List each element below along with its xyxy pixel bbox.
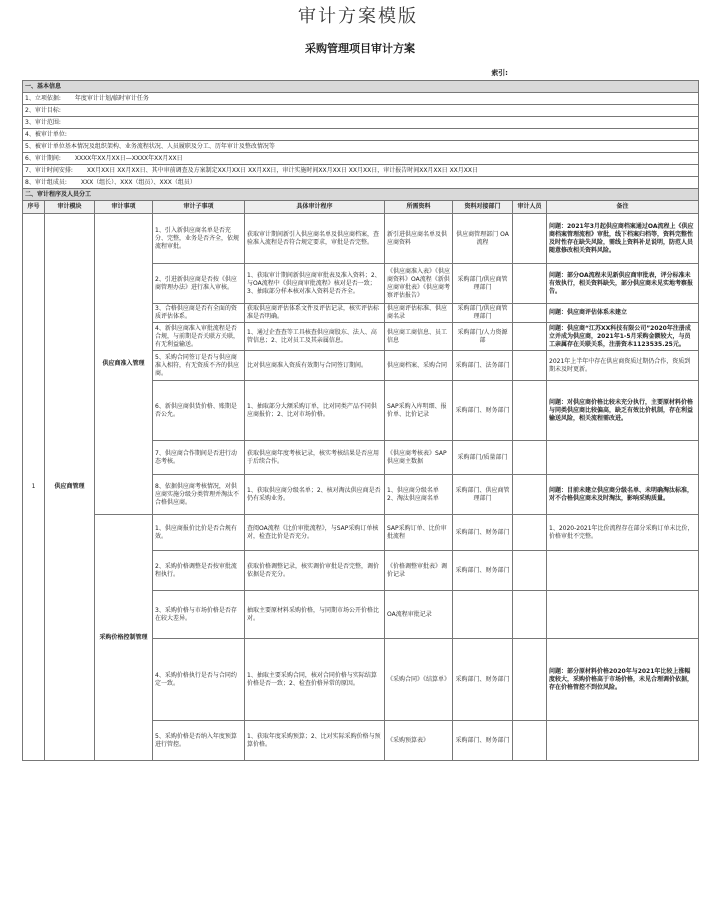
- materials-cell: 供应商档案、采购合同: [385, 351, 453, 381]
- info-value: 年度审计计划/临时审计任务: [74, 94, 149, 102]
- info-row: [23, 177, 699, 189]
- materials-cell: SAP采购入库明细、报价单、比价记录: [385, 381, 453, 441]
- item-cell: 采购价格控制管理: [95, 515, 153, 761]
- info-key: 7、审计时间安排:: [25, 166, 73, 174]
- remark-cell: 问题：部分原材料价格2020年与2021年比较上涨幅度较大，采购价格高于市场价格，未见合理调价依据，存在价格管控不到位风险。: [547, 639, 699, 721]
- info-cell: [23, 93, 699, 105]
- materials-cell: 《价格调整审批表》调价记录: [385, 551, 453, 591]
- sub-item-cell: 7、供应商合作期间是否进行动态考核。: [153, 441, 245, 475]
- auditor-cell: [513, 591, 547, 639]
- materials-cell: 《供应商考核表》SAP供应商主数据: [385, 441, 453, 475]
- column-header: 审计模块: [45, 201, 95, 214]
- section-procedures: 二、审计程序及人员分工: [23, 189, 699, 201]
- auditor-cell: [513, 214, 547, 264]
- info-table: [22, 80, 699, 201]
- item-cell: 供应商准入管理: [95, 214, 153, 515]
- sub-item-cell: 5、采购价格是否纳入年度预算进行管控。: [153, 721, 245, 761]
- materials-cell: 新引进供应商名单及供应商资料: [385, 214, 453, 264]
- info-row: [23, 117, 699, 129]
- column-header: 所需资料: [385, 201, 453, 214]
- info-key: 1、立项依据:: [25, 94, 61, 102]
- info-key: 5、被审计单位基本情况及组织架构、业务流程状况、人员履职及分工、历年审计及整改情况等: [25, 142, 275, 150]
- department-cell: 采购部门、财务部门: [453, 551, 513, 591]
- department-cell: 采购部门/质量部门: [453, 441, 513, 475]
- materials-cell: 《采购预算表》: [385, 721, 453, 761]
- auditor-cell: [513, 721, 547, 761]
- procedure-cell: 1、抽取主要采购合同，核对合同价格与实际结算价格是否一致；2、检查价格异常的原因。: [245, 639, 385, 721]
- info-row: [23, 105, 699, 117]
- remark-cell: 问题：目前未建立供应商分级名单、未明确淘汰标准，对不合格供应商未及时淘汰，影响采购质量。: [547, 475, 699, 515]
- info-row: [23, 129, 699, 141]
- materials-cell: 《供应商准入表》《供应商资料》OA流程《新供应商审批表》《供应商考察评估报告》: [385, 264, 453, 304]
- materials-cell: 供应商评估标准、供应商名录: [385, 304, 453, 323]
- department-cell: 采购部门、法务部门: [453, 351, 513, 381]
- procedure-cell: 比对供应商准入资质有效期与合同签订期间。: [245, 351, 385, 381]
- procedure-cell: 抽取主要原材料采购价格，与同期市场公开价格比对。: [245, 591, 385, 639]
- sub-item-cell: 4、新供应商准入审批流程是否合规，与前期是否关联方关联，有无利益输送。: [153, 323, 245, 351]
- remark-cell: 问题：对供应商价格比较未充分执行，主要原材料价格与同类供应商比较偏高，缺乏有效比价机制，存在利益输送风险，相关流程需改进。: [547, 381, 699, 441]
- info-key: 8、审计组成员:: [25, 178, 67, 186]
- sub-item-cell: 3、采购价格与市场价格是否存在较大差异。: [153, 591, 245, 639]
- sub-item-cell: 1、引入新供应商名单是否充分、完整，业务是否齐全，依规流程审批。: [153, 214, 245, 264]
- department-cell: 采购部门/供应商管理部门: [453, 304, 513, 323]
- info-cell: [23, 105, 699, 117]
- info-cell: [23, 141, 699, 153]
- remark-cell: 问题：供应商评估体系未建立: [547, 304, 699, 323]
- info-row: [23, 153, 699, 165]
- info-cell: [23, 117, 699, 129]
- auditor-cell: [513, 551, 547, 591]
- column-header: 审计人员: [513, 201, 547, 214]
- procedure-row: [23, 515, 699, 551]
- seq-cell: 1: [23, 214, 45, 761]
- auditor-cell: [513, 323, 547, 351]
- info-cell: [23, 129, 699, 141]
- auditor-cell: [513, 304, 547, 323]
- procedure-cell: 获取供应商年度考核记录，核实考核结果是否应用于后续合作。: [245, 441, 385, 475]
- department-cell: 采购部门、财务部门: [453, 381, 513, 441]
- procedure-cell: 1、抽取部分大额采购订单，比对同类产品不同供应商报价；2、比对市场价格。: [245, 381, 385, 441]
- department-cell: 采购部门/供应商管理部门: [453, 264, 513, 304]
- department-cell: 采购部门/人力资源部: [453, 323, 513, 351]
- remark-cell: [547, 721, 699, 761]
- info-cell: [23, 153, 699, 165]
- auditor-cell: [513, 381, 547, 441]
- auditor-cell: [513, 515, 547, 551]
- info-key: 3、审计范围:: [25, 118, 61, 126]
- auditor-cell: [513, 639, 547, 721]
- sub-item-cell: 4、采购价格执行是否与合同约定一致。: [153, 639, 245, 721]
- remark-cell: [547, 591, 699, 639]
- sub-item-cell: 8、依据供应商考核情况，对供应商实施分级分类管理并淘汰不合格供应商。: [153, 475, 245, 515]
- info-row: [23, 165, 699, 177]
- info-row: [23, 141, 699, 153]
- materials-cell: 供应商工商信息、员工信息: [385, 323, 453, 351]
- procedure-table: [22, 200, 699, 761]
- sub-item-cell: 1、供应商报价比价是否合规有效。: [153, 515, 245, 551]
- procedure-cell: 1、通过企查查等工具核查供应商股东、法人、高管信息；2、比对员工及其亲属信息。: [245, 323, 385, 351]
- column-header: 备注: [547, 201, 699, 214]
- sub-item-cell: 2、引进新供应商是否按《供应商管理办法》进行准入审核。: [153, 264, 245, 304]
- page-title: 审计方案模版: [298, 6, 418, 27]
- procedure-cell: 1、获取年度采购预算；2、比对实际采购价格与预算价格。: [245, 721, 385, 761]
- info-value: XXX（组长）、XXX（组员）、XXX（组员）: [80, 178, 196, 186]
- procedure-cell: 1、获取供应商分级名单；2、核对淘汰供应商是否仍有采购业务。: [245, 475, 385, 515]
- info-key: 6、审计期间:: [25, 154, 61, 162]
- section-basic-info: 一、基本信息: [23, 81, 699, 93]
- procedure-cell: 1、获取审计期间新供应商审批表及准入资料；2、与OA流程中《供应商审批流程》核对是否一致；3、抽取部分样本核对准入资料是否齐全。: [245, 264, 385, 304]
- procedure-cell: 获取价格调整记录，核实调价审批是否完整，调价依据是否充分。: [245, 551, 385, 591]
- info-key: 2、审计目标:: [25, 106, 61, 114]
- audit-plan-document: [22, 26, 698, 761]
- sub-item-cell: 6、新供应商供货价格、账期是否公允。: [153, 381, 245, 441]
- procedure-cell: 获取供应商评估体系文件及评估记录，核实评估标准是否明确。: [245, 304, 385, 323]
- materials-cell: SAP采购订单、比价审批流程: [385, 515, 453, 551]
- auditor-cell: [513, 441, 547, 475]
- remark-cell: 问题：2021年3月起供应商档案通过OA流程上《供应商档案管理流程》审批，线下档案归档等，资料完整性及时性存在缺失风险，需线上资料补足说明，防范人员随意修改相关资料风险。: [547, 214, 699, 264]
- info-row: [23, 93, 699, 105]
- info-value: XXXX年XX月XX日—XXXX年XX月XX日: [74, 154, 183, 162]
- column-header: 审计事项: [95, 201, 153, 214]
- materials-cell: OA流程审批记录: [385, 591, 453, 639]
- column-header: 序号: [23, 201, 45, 214]
- sub-item-cell: 2、采购价格调整是否按审批流程执行。: [153, 551, 245, 591]
- materials-cell: 1、供应商分级名单 2、淘汰供应商名单: [385, 475, 453, 515]
- remark-cell: 2021年上半年中存在供应商资质过期仍合作，资质到期未及时更新。: [547, 351, 699, 381]
- index-label: 索引:: [491, 69, 508, 77]
- info-value: XX月XX日 XX月XX日、其中审前调查及方案制定XX月XX日 XX月XX日，审计实施时间XX月XX日 XX月XX日，审计报告时间XX月XX日 XX月XX日: [86, 166, 479, 174]
- info-cell: [23, 177, 699, 189]
- auditor-cell: [513, 351, 547, 381]
- auditor-cell: [513, 475, 547, 515]
- remark-cell: [547, 551, 699, 591]
- procedure-cell: 查阅OA流程《比价审批流程》，与SAP采购订单核对，检查比价是否充分。: [245, 515, 385, 551]
- department-cell: 采购部门、财务部门: [453, 721, 513, 761]
- module-cell: 供应商管理: [45, 214, 95, 761]
- doc-title: 采购管理项目审计方案: [305, 42, 415, 55]
- remark-cell: [547, 441, 699, 475]
- column-header: 审计子事项: [153, 201, 245, 214]
- column-header: 具体审计程序: [245, 201, 385, 214]
- remark-cell: 问题：部分OA流程未见新供应商审批表，评分标准未有效执行，相关资料缺失，部分供应商未见实地考察报告。: [547, 264, 699, 304]
- department-cell: 采购部门、财务部门: [453, 639, 513, 721]
- remark-cell: 1、2020-2021年比价流程存在部分采购订单未比价，价格审批不完整。: [547, 515, 699, 551]
- info-cell: [23, 165, 699, 177]
- info-key: 4、被审计单位:: [25, 130, 67, 138]
- department-cell: 采购部门、财务部门: [453, 515, 513, 551]
- sub-item-cell: 5、采购合同签订是否与供应商准入相符，有无资质不齐的供应商。: [153, 351, 245, 381]
- auditor-cell: [513, 264, 547, 304]
- materials-cell: 《采购合同》《结算单》: [385, 639, 453, 721]
- column-header: 资料对接部门: [453, 201, 513, 214]
- department-cell: 采购部门、供应商管理部门: [453, 475, 513, 515]
- procedure-cell: 获取审计期间新引入供应商名单及供应商档案，查验准入流程是否符合规定要求，审批是否完整。: [245, 214, 385, 264]
- remark-cell: 问题：供应商“江苏XX科技有限公司”2020年注册成立并成为供应商，2021年1-5月采购金额较大，与员工亲属存在关联关系，注册资本1123535.25元。: [547, 323, 699, 351]
- sub-item-cell: 3、合格供应商是否有全面的资质评估体系。: [153, 304, 245, 323]
- department-cell: [453, 591, 513, 639]
- department-cell: 供应商管理部门 OA流程: [453, 214, 513, 264]
- procedure-row: [23, 214, 699, 264]
